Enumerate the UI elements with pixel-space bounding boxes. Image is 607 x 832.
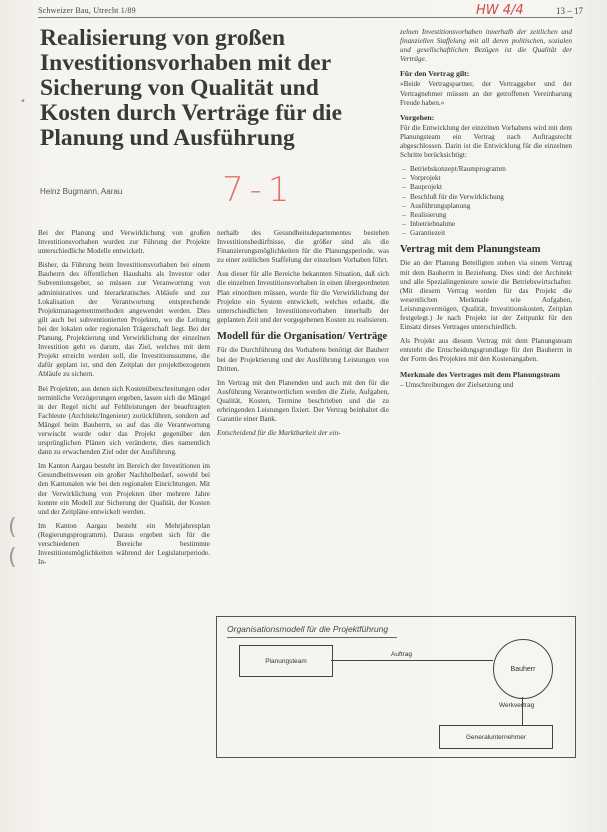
organisation-diagram [216,616,576,758]
diagram-title: Organisationsmodell für die Projektführung [227,624,389,634]
header-rule [38,17,573,18]
paragraph: Im Vertrag mit den Planenden und auch mit den für die Ausführung Verantwortlichen werden die Ziele, Aufgaben, Qualität, Kosten, Termine beschrieben und die zu erbringenden Leistungen fixiert. Der Vertrag beinhaltet die Garantie einer Bank. [217,378,389,424]
bauherr-label: Bauherr [510,665,536,673]
list-item: – Inbetriebnahme [410,220,572,229]
paragraph: Bei Projekten, aus denen sich Kostenüberschreitungen oder terminliche Verzögerungen ergeben, lassen sich die Mängel in der Regel nicht auf Fehlleistungen der beauftragten Fachleute (Architekt/Ingenieur) zurückführen, sondern auf Mängel beim Bauherrn, so auf das die Verantwortung verwischt wurde oder das Projekt gegenüber den ursprünglichen Plänen sich veränderte, dies namentlich dann zu erwachenden Ziel oder der Ausführung. [38,384,210,457]
page-number: 13 – 17 [556,6,583,16]
handwritten-note: HW 4/4 [476,3,524,18]
column-middle [217,229,389,443]
paragraph: Bisher, da Führung beim Investitionsvorhaben bei einem Bauherrn des öffentlichen Haushalts als Investor oder Subventionsgeber, so müssen zur Veranwortung von administratives und hierarkratisches Abläufe und zur Lokalisation der Verantwortung entsprechende Projektmanagementmethoden angewendet werden. Dies gilt auch bei subventionierten Projekten, wo die Leitung bei der lokalen oder regionalen Trägerschaft liegt. Bei der Planung, Projektierung und Verwirklichung der einzelnen Investition geht es darum, das Ziel, welches mit dem Projekt erreicht werden soll, die Investitionssumme, die dafür geplant ist, und den Zeitplan der projektbezogenen Abläufe zu sichern. [38,261,210,379]
paragraph: Im Kanton Aargau besteht im Bereich der Investitionen im Gesundheitswesen ein großer Nachholbedarf, sowohl bei den Kantonalen wie bei den regionalen Einrichtungen. Mit der Verwirklichung von Projekten über mehrere Jahre konnte ein Modell zur Sicherung der Qualität, der Kosten und der Zeitpläne entwickelt werden. [38,462,210,516]
subheading: Vorgehen: [400,112,435,122]
auftrag-label: Auftrag [391,651,412,658]
list-item: – Betriebskonzept/Raumprogramm [410,165,572,174]
bauherr-circle [493,639,553,699]
paragraph: Für die Entwicklung der einzelnen Vorhabens wird mit dem Planungsteam ein Vertrag nach Auftragsrecht abgeschlossen. Darin ist die Entwicklung für die einzelnen Schritte berücksichtigt: [400,123,572,160]
list-item: – Vorprojekt [410,174,572,183]
paragraph: Entscheidend für die Marktbarkeit der ein- [217,429,341,438]
auftrag-connector [331,660,493,661]
section-heading: Modell für die Organisation/ Verträge [217,330,388,342]
list-item: – Realisierung [410,211,572,220]
section-heading: Vertrag mit dem Planungsteam [400,243,541,255]
paragraph: Die an der Planung Beteiligten stehen via einem Vertrag mit dem Bauherrn in Beziehung. Dies sind: der Architekt und alle Spezialingenieure sowie die Betriebswirtschafter. (Mit diesem Vertrag werden für das Projekt die wesentlichen Merkmale wie Aufgaben, Leistungsvermögen, Qualität, Investitionskosten, Zeitplan festgelegt.) Je nach Projekt ist der Zeitpunkt für den Einsatz dieses Vertrages unterschiedlich. [400,259,572,332]
handwritten-mark: 7-1 [222,170,296,210]
list-item: – Ausführungsplanung [410,202,572,211]
werkvertrag-label: Werkvertrag [499,702,535,709]
subheading: Für den Vertrag gilt: [400,69,470,79]
column-left [38,229,210,572]
article-title: Realisierung von großen Investitionsvorhaben mit der Sicherung von Qualität und Kosten durch Verträge für die Planung und Ausführung [40,25,343,151]
paragraph: Bei der Planung und Verwirklichung von großen Investitionsvorhaben wurden zur Führung der Projekte unterschiedliche Modelle entwickelt. [38,229,210,256]
planungsteam-box [239,645,333,677]
paragraph: – Umschreibungen der Zielsetzung und [400,380,514,389]
running-header: Schweizer Bau, Utrecht 1/89 [38,6,136,15]
paragraph: Als Projekt aus diesem Vertrag mit dem Planungsteam entsteht die Entscheidungsgrundlage für den Bauherrn in der Form des Projektes mit den Kostenangaben. [400,337,572,364]
list-item: – Garantiezeit [410,229,572,238]
scan-mark-icon: ( [8,545,17,570]
list-item: – Beschluß für die Verwirklichung [410,193,572,202]
planungsteam-label: Planungsteam [265,657,307,665]
column-right [400,28,572,395]
subheading: Merkmale des Vertrages mit dem Planungsteam [400,369,561,379]
scan-mark-icon: • [20,96,26,107]
paragraph: Für die Durchführung des Vorhabens benötigt der Bauherr bei der Projektierung und der Ausführung Leistungen von Dritten. [217,346,389,373]
diagram-title-rule [227,637,397,638]
paragraph: nerhalb des Gesundheitsdepartementes bestehen Investitionsbedürfnisse, die größer sind als die Finanzierungsmöglichkeiten für die Planungsperiode, was zu einer zeitlichen Staffelung der einzelnen Vorhaben führt. [217,229,389,265]
generalunternehmer-box [439,725,553,749]
generalunternehmer-label: Generalunternehmer [466,733,526,741]
scan-mark-icon: ( [8,515,17,540]
list-item: – Bauprojekt [410,183,572,192]
paragraph: zelnen Investitionsvorhaben innerhalb der zeitlichen und finanziellen Staffelung mit all deren politischen, sozialen und gesellschaftlichen Bezügen ist die Qualität der Verträge. [400,28,572,64]
author: Heinz Bugmann, Aarau [40,187,123,196]
quote: »Beide Vertragspartner, der Vertraggeber und der Vertragnehmer müssen an der getroffenen Vereinbarung Freude haben.« [400,80,572,107]
paragraph: Aus dieser für alle Bereiche bekannten Situation, daß sich die einzelnen Investitionsvorhaben in einen übergeordneten Plan einordnen müssen, wurde für die Verwirklichung der Projekte ein System entwickelt, welches erlaubt, die unterschiedlichen Investitionsvorhaben innerhalb der geplanten Zeit und der vorgegebenen Kosten zu realisieren. [217,270,389,324]
paragraph: Im Kanton Aargau besteht ein Mehrjahresplan (Regierungsprogramm). Daraus ergeben sich für die verschiedenen Bereiche bestimmte Investitionsmöglichkeiten während der Legislaturperiode. In- [38,521,210,567]
steps-list [400,165,572,238]
